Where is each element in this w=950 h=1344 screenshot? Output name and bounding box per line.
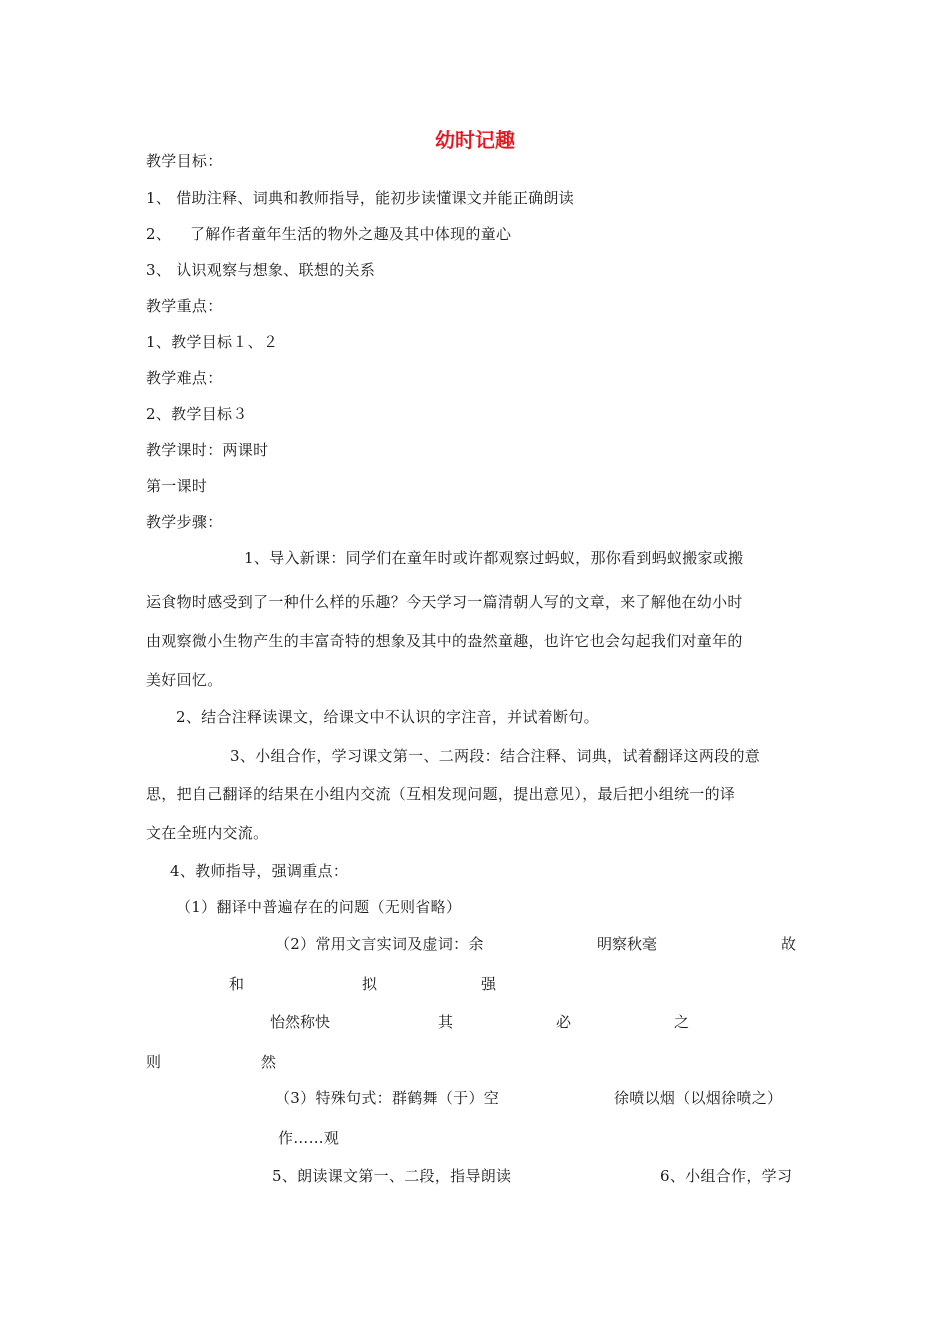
objective-2-number: 2、	[146, 225, 172, 243]
step-6: 6、小组合作，学习	[660, 1167, 793, 1185]
step-3-line-2: 思，把自己翻译的结果在小组内交流（互相发现问题，提出意见），最后把小组统一的译	[146, 785, 736, 803]
section-heading-objectives: 教学目标：	[146, 152, 223, 170]
word-gu: 故	[781, 935, 797, 953]
difficulty-1: 2、教学目标３	[146, 405, 248, 423]
step-4-item-3c: 作……观	[278, 1129, 340, 1147]
objective-2: 了解作者童年生活的物外之趣及其中体现的童心	[190, 225, 512, 243]
word-qiang: 强	[481, 975, 497, 993]
key-point-1: 1、教学目标１、２	[146, 333, 279, 351]
word-mingcha: 明察秋毫	[597, 935, 658, 953]
step-3-line-1: 3、小组合作，学习课文第一、二两段：结合注释、词典，试着翻译这两段的意	[230, 747, 761, 765]
objective-1: 1、 借助注释、词典和教师指导，能初步读懂课文并能正确朗读	[146, 189, 575, 207]
step-4-item-2: （2）常用文言实词及虚词：余	[275, 935, 484, 953]
step-4: 4、教师指导，强调重点：	[170, 862, 349, 880]
step-2: 2、结合注释读课文，给课文中不认识的字注音，并试着断句。	[176, 708, 599, 726]
step-1-line-4: 美好回忆。	[146, 671, 223, 689]
step-1-line-3: 由观察微小生物产生的丰富奇特的想象及其中的盎然童趣，也许它也会勾起我们对童年的	[146, 632, 743, 650]
step-5: 5、朗读课文第一、二段，指导朗读	[272, 1167, 512, 1185]
word-yiran: 怡然称快	[270, 1013, 331, 1031]
step-4-item-3b: 徐喷以烟（以烟徐喷之）	[614, 1089, 783, 1107]
word-ni: 拟	[362, 975, 378, 993]
word-ran: 然	[261, 1053, 277, 1071]
word-zhi: 之	[674, 1013, 690, 1031]
section-heading-steps: 教学步骤：	[146, 513, 223, 531]
step-1-line-2: 运食物时感受到了一种什么样的乐趣？今天学习一篇清朝人写的文章，来了解他在幼小时	[146, 593, 743, 611]
document-title: 幼时记趣	[435, 128, 515, 152]
objective-3: 3、 认识观察与想象、联想的关系	[146, 261, 376, 279]
class-hours: 教学课时：两课时	[146, 441, 269, 459]
section-heading-difficulties: 教学难点：	[146, 369, 223, 387]
step-4-item-1: （1）翻译中普遍存在的问题（无则省略）	[176, 898, 462, 916]
section-heading-key-points: 教学重点：	[146, 297, 223, 315]
step-3-line-3: 文在全班内交流。	[146, 824, 269, 842]
first-lesson-heading: 第一课时	[146, 477, 208, 495]
word-he: 和	[229, 975, 245, 993]
step-1-line-1: 1、导入新课：同学们在童年时或许都观察过蚂蚁，那你看到蚂蚁搬家或搬	[244, 549, 744, 567]
word-bi: 必	[556, 1013, 572, 1031]
step-4-item-3: （3）特殊句式：群鹤舞（于）空	[275, 1089, 500, 1107]
word-ze: 则	[146, 1053, 162, 1071]
word-qi: 其	[438, 1013, 454, 1031]
